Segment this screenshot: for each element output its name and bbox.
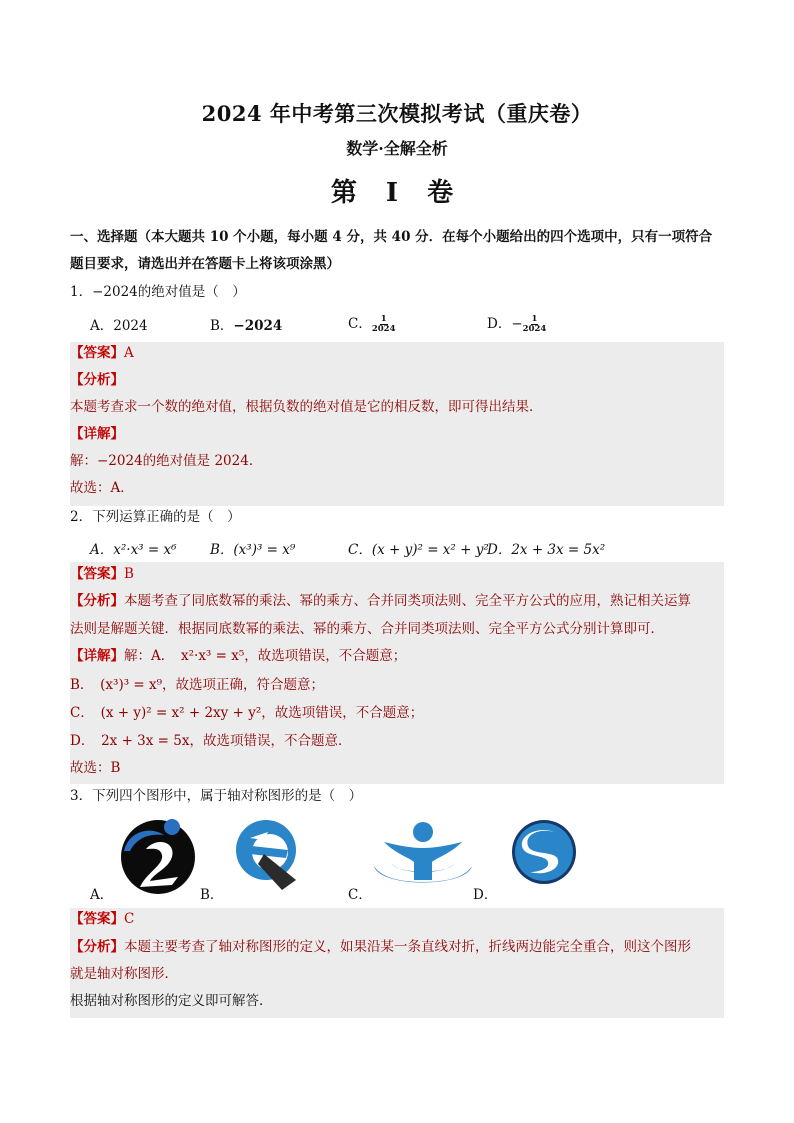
q3-label-c: C． — [348, 887, 372, 903]
q2-analysis-line1: 【分析】本题考查了同底数幂的乘法、幂的乘方、合并同类项法则、完全平方公式的应用，熟记相关运算 — [70, 593, 691, 609]
fraction: $\frac{1}{2024}$ — [522, 314, 547, 334]
q1-answer: 【答案】A — [70, 345, 134, 361]
q3-label-b: B． — [200, 887, 224, 903]
q2-option-c: C．(x + y)² = x² + y² — [348, 542, 489, 558]
q1-analysis-tag: 【分析】 — [70, 372, 124, 388]
logo-a-figure — [118, 815, 198, 895]
q2-detail-c: C． (x + y)² = x² + 2xy + y²，故选项错误，不合题意； — [70, 705, 424, 721]
section-intro-line2: 题目要求，请选出并在答题卡上将该项涂黑） — [70, 256, 340, 272]
q1-option-a: A．2024 — [90, 318, 148, 334]
fraction: $\frac{1}{2024}$ — [371, 314, 396, 334]
q1-detail: 解：−2024的绝对值是 2024． — [70, 453, 263, 469]
q2-detail-b: B． (x³)³ = x⁹，故选项正确，符合题意； — [70, 677, 325, 693]
q3-label-d: D． — [473, 887, 498, 903]
q3-label-a: A． — [90, 887, 114, 903]
logo-d-figure — [510, 818, 578, 886]
q1-analysis: 本题考查求一个数的绝对值，根据负数的绝对值是它的相反数，即可得出结果． — [70, 399, 543, 415]
q1-option-d: D．− $\frac{1}{2024}$ — [487, 314, 547, 334]
section-intro-line1: 一、选择题（本大题共 10 个小题，每小题 4 分，共 40 分．在每个小题给出的四个选项中，只有一项符合 — [70, 229, 713, 245]
volume-heading: 第 I 卷 — [330, 178, 464, 208]
q3-answer: 【答案】C — [70, 911, 135, 927]
q3-analysis-line1: 【分析】本题主要考查了轴对称图形的定义，如果沿某一条直线对折，折线两边能完全重合，则这个图形 — [70, 939, 691, 955]
q1-choose: 故选：A． — [70, 480, 134, 496]
q2-choose: 故选：B — [70, 760, 121, 776]
q2-analysis-line2: 法则是解题关键．根据同底数幂的乘法、幂的乘方、合并同类项法则、完全平方公式分别计算即可． — [70, 621, 664, 637]
q1-option-c: C． $\frac{1}{2024}$ — [348, 314, 396, 334]
q3-analysis-line2: 就是轴对称图形． — [70, 966, 178, 982]
q3-stem: 3．下列四个图形中，属于轴对称图形的是（ ） — [70, 788, 363, 804]
page-title: 2024 年中考第三次模拟考试（重庆卷） — [201, 101, 593, 126]
q1-option-b: B．−2024 — [210, 318, 283, 334]
logo-b-figure — [228, 816, 304, 892]
q2-detail-a: 【详解】解：A． x²·x³ = x⁵，故选项错误，不合题意； — [70, 648, 407, 664]
q2-option-b: B．(x³)³ = x⁹ — [210, 542, 296, 558]
logo-c-figure — [370, 818, 476, 896]
q2-stem: 2．下列运算正确的是（ ） — [70, 509, 241, 525]
q2-option-a: A．x²·x³ = x⁶ — [90, 542, 177, 558]
q2-option-d: D．2x + 3x = 5x² — [487, 542, 606, 558]
q2-detail-d: D． 2x + 3x = 5x，故选项错误，不合题意． — [70, 733, 352, 749]
q1-stem: 1．−2024的绝对值是（ ） — [70, 284, 246, 300]
q2-answer: 【答案】B — [70, 566, 134, 582]
page-subtitle: 数学·全解全析 — [346, 139, 448, 158]
q3-analysis-line3: 根据轴对称图形的定义即可解答． — [70, 993, 273, 1009]
q1-detail-tag: 【详解】 — [70, 426, 124, 442]
